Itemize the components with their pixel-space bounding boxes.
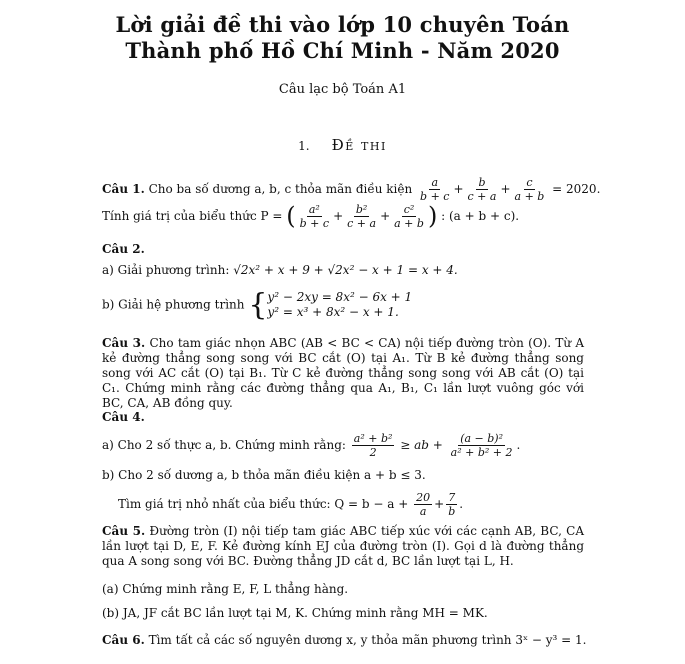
q1-label: Câu 1. [102,182,145,196]
fraction: $\frac{\text{a² + b²}}{2}$ [353,432,393,459]
q6 [102,633,586,648]
q4-b-line-2: Tìm giá trị nhỏ nhất của biểu thức: Q = b − a + $\frac{20}{a}$ + $\frac{7}{b}$ . [118,491,464,518]
author: Câu lạc bộ Toán A1 [278,82,407,97]
q5-a: (a) Chứng minh rằng E, F, L thẳng hàng. [102,582,349,596]
q4-a: a) Cho 2 số thực a, b. Chứng minh rằng: $\frac{\text{a² + b²}}{2}$ ≥ ab + $\frac{\text{(a − b)²}}{\text{a² + b² + 2}}$ . [102,432,521,459]
fraction: $\frac{b}{c + a}$ [467,176,497,203]
q1-expr2-tail: : (a + b + c). [441,209,520,223]
q6-text: Tìm tất cả các số nguyên dương x, y thỏa mãn phương trình 3ˣ − y³ = 1. [148,633,587,647]
q3 [102,336,584,411]
q3-label: Câu 3. [102,336,146,350]
q4-a-text: a) Cho 2 số thực a, b. Chứng minh rằng: [102,438,346,452]
q2-a-text: a) Giải phương trình: [102,263,230,277]
q2-label: Câu 2. [102,242,145,256]
fraction: $\frac{\text{a²}}{b + c}$ [299,203,330,230]
fraction: $\frac{\text{b²}}{c + a}$ [347,203,377,230]
q1-line-1: Câu 1. Cho ba số dương a, b, c thỏa mãn điều kiện $\frac{a}{b + c}$ + $\frac{b}{c + a}$ + $\frac{c}{a + b}$ = 2020. [102,176,601,203]
q4-a-mid: ≥ ab + [400,438,443,452]
fraction: $\frac{a}{b + c}$ [420,176,450,203]
title-line-2: Thành phố Hồ Chí Minh - Năm 2020 [125,38,560,63]
q2-a-expr: √2x² + x + 9 + √2x² − x + 1 = x + 4. [233,263,458,277]
equation-system [267,290,412,320]
fraction: $\frac{20}{a}$ [416,491,431,518]
q4-b-text-2: Tìm giá trị nhỏ nhất của biểu thức: Q = b − a + [118,497,409,511]
q6-label: Câu 6. [102,633,145,647]
q2-b: b) Giải hệ phương trình { y² − 2xy = 8x² − 6x + 1 y² = x³ + 8x² − x + 1. [102,287,413,323]
section-heading [0,136,685,154]
fraction: $\frac{c}{a + b}$ [514,176,545,203]
q4-b: b) Cho 2 số dương a, b thỏa mãn điều kiện a + b ≤ 3. [102,468,426,482]
q5-text: Đường tròn (I) nội tiếp tam giác ABC tiếp xúc với các cạnh AB, BC, CA lần lượt tại D, E, F. Kẻ đường kính EJ của đường tròn (I). Gọi d là đường thẳng qua A song song với BC. Đường thẳng JD cắt d, BC lần lượt tại L, H. [102,524,584,568]
q1-text-2: Tính giá trị của biểu thức P = [102,209,283,223]
q5-label: Câu 5. [102,524,146,538]
section-number: 1. [298,139,310,153]
q2-b-eq2: y² = x³ + 8x² − x + 1. [267,305,399,319]
fraction: $\frac{7}{b}$ [448,491,456,518]
q1-expr-tail: = 2020. [552,182,601,196]
q4-label: Câu 4. [102,410,145,424]
fraction: $\frac{\text{(a − b)²}}{\text{a² + b² + 2}}$ [450,432,513,459]
q5-b: (b) JA, JF cắt BC lần lượt tại M, K. Chứng minh rằng MH = MK. [102,606,488,620]
q1-text: Cho ba số dương a, b, c thỏa mãn điều kiện [148,182,413,196]
fraction: $\frac{\text{c²}}{a + b}$ [394,203,424,230]
q2-b-eq1: y² − 2xy = 8x² − 6x + 1 [267,290,413,304]
q3-text: Cho tam giác nhọn ABC (AB < BC < CA) nội tiếp đường tròn (O). Từ A kẻ đường thẳng song song với BC cắt (O) tại A₁. Từ B kẻ đường thẳng song song với AC cắt (O) tại B₁. Từ C kẻ đường thẳng song song với AB cắt (O) tại C₁. Chứng minh rằng các đường thẳng qua A₁, B₁, C₁ lần lượt vuông góc với BC, CA, AB đồng quy. [102,336,584,410]
section-label: Đề thi [331,136,387,154]
q5 [102,524,584,569]
q2-b-text: b) Giải hệ phương trình [102,297,245,312]
q2-a [102,263,458,278]
q1-line-2: Tính giá trị của biểu thức P = ( $\frac{\text{a²}}{b + c}$ + $\frac{\text{b²}}{c + a}$ + $\frac{\text{c²}}{a + b}$ ) : (a + b + c). [102,202,520,230]
title-line-1: Lời giải đề thi vào lớp 10 chuyên Toán [115,12,570,37]
